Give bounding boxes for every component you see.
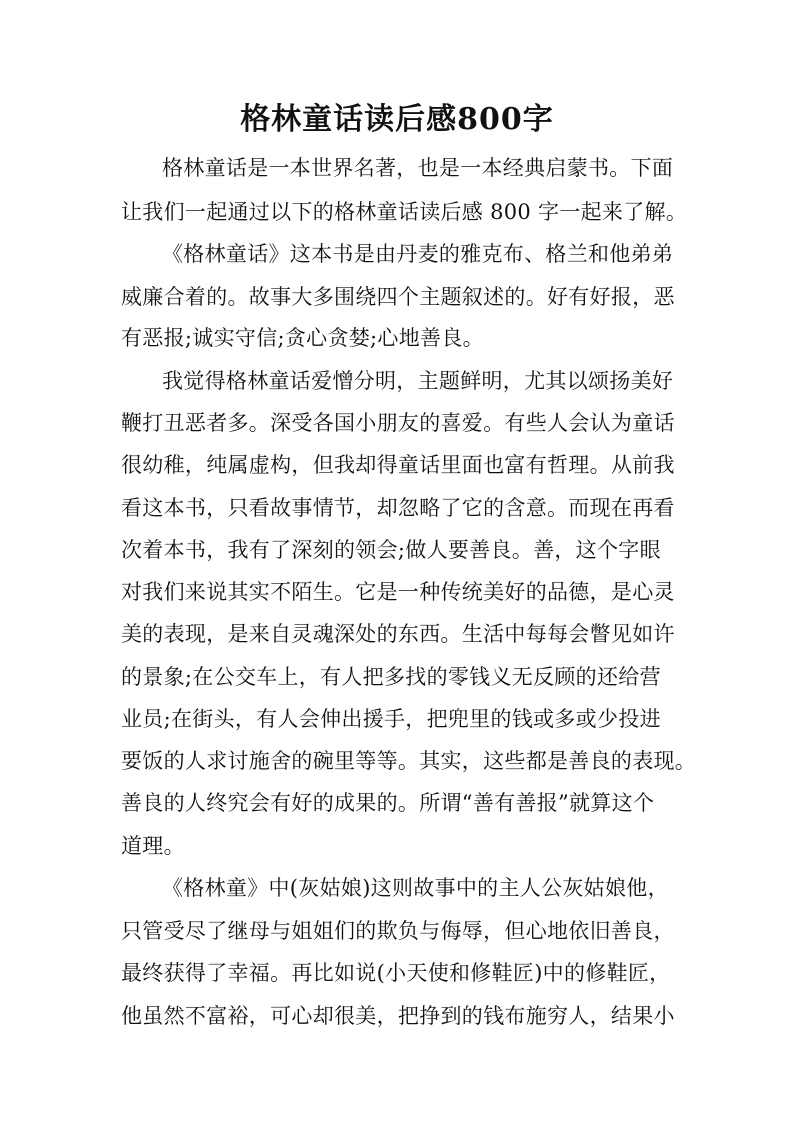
paragraph-line: 有恶报;诚实守信;贪心贪婪;心地善良。	[121, 326, 484, 350]
page-title: 格林童话读后感800字	[240, 102, 554, 137]
paragraph-line: 格林童话是一本世界名著，也是一本经典启蒙书。下面	[162, 156, 674, 180]
paragraph-line: 业员;在街头，有人会伸出援手，把兜里的钱或多或少投进	[121, 707, 661, 731]
paragraph-line: 善良的人终究会有好的成果的。所谓“善有善报”就算这个	[121, 791, 655, 815]
paragraph-line: 道理。	[121, 834, 185, 858]
paragraph-line: 《格林童》中(灰姑娘)这则故事中的主人公灰姑娘他，	[162, 876, 669, 900]
paragraph-line: 我觉得格林童话爱憎分明，主题鲜明，尤其以颂扬美好	[162, 369, 674, 393]
paragraph-line: 鞭打丑恶者多。深受各国小朋友的喜爱。有些人会认为童话	[121, 411, 675, 435]
paragraph-line: 很幼稚，纯属虚构，但我却得童话里面也富有哲理。从前我	[121, 453, 675, 477]
paragraph-line: 威廉合着的。故事大多围绕四个主题叙述的。好有好报，恶	[121, 285, 675, 309]
paragraph-line: 美的表现，是来自灵魂深处的东西。生活中每每会瞥见如许	[121, 622, 675, 646]
paragraph-line: 对我们来说其实不陌生。它是一种传统美好的品德，是心灵	[121, 580, 675, 604]
paragraph-line: 他虽然不富裕，可心却很美，把挣到的钱布施穷人，结果小	[121, 1004, 675, 1028]
paragraph-line: 《格林童话》这本书是由丹麦的雅克布、格兰和他弟弟	[162, 242, 674, 266]
paragraph-line: 次着本书，我有了深刻的领会;做人要善良。善，这个字眼	[121, 538, 661, 562]
paragraph-line: 让我们一起通过以下的格林童话读后感 800 字一起来了解。	[121, 200, 688, 224]
paragraph-line: 最终获得了幸福。再比如说(小天使和修鞋匠)中的修鞋匠，	[121, 961, 671, 985]
paragraph-line: 看这本书，只看故事情节，却忽略了它的含意。而现在再看	[121, 496, 675, 520]
paragraph-line: 只管受尽了继母与姐姐们的欺负与侮辱，但心地依旧善良，	[121, 919, 675, 943]
paragraph-line: 的景象;在公交车上，有人把多找的零钱义无反顾的还给营	[121, 665, 661, 689]
paragraph-line: 要饭的人求讨施舍的碗里等等。其实，这些都是善良的表现。	[121, 749, 697, 773]
